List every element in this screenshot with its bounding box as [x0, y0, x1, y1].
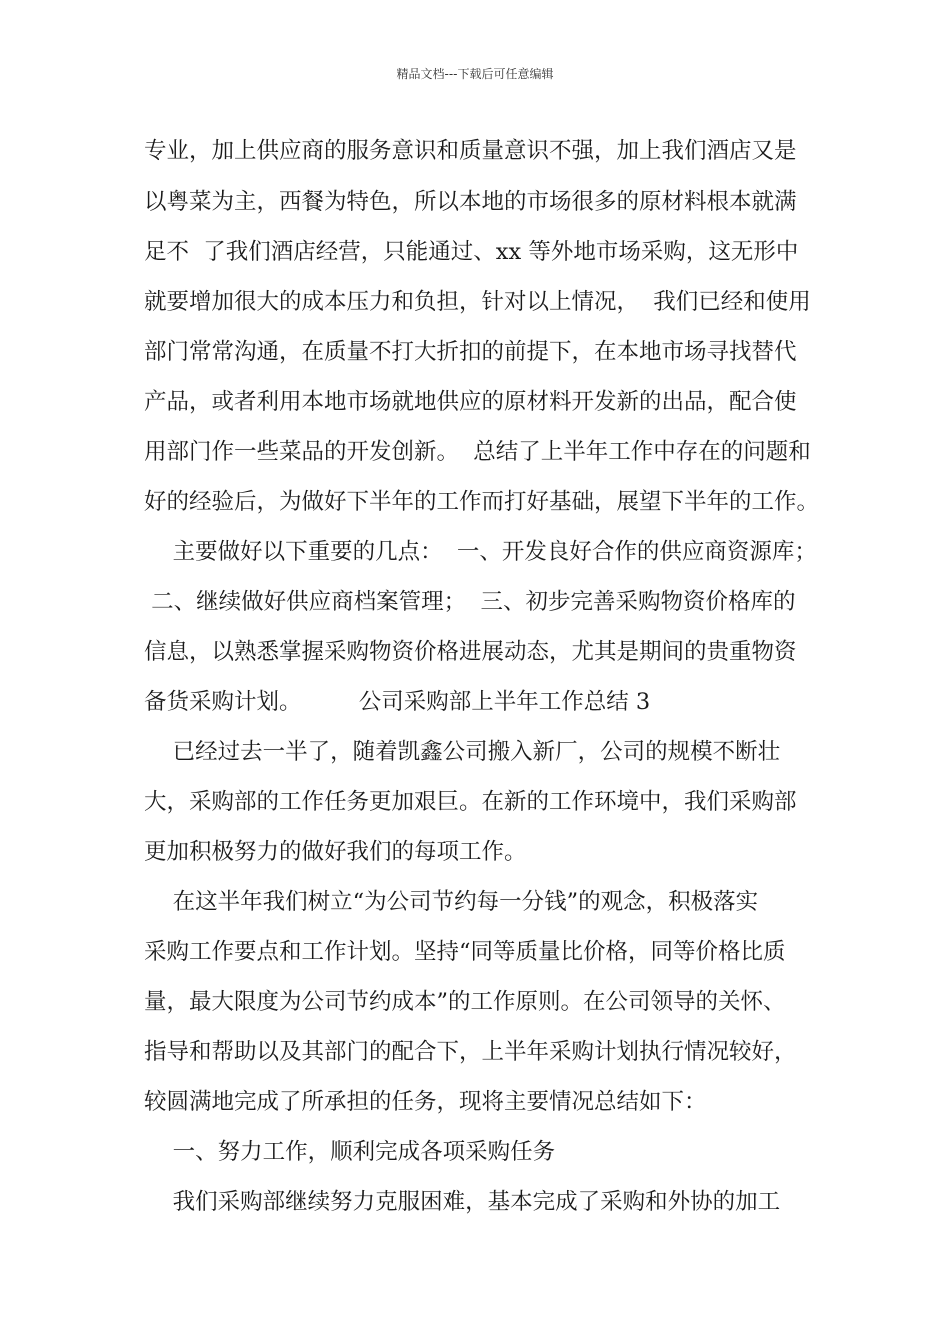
text-line-6: 产品，或者利用本地市场就地供应的原材料开发新的出品，配合使 [144, 389, 797, 415]
text-line-1: 专业，加上供应商的服务意识和质量意识不强，加上我们酒店又是 [144, 138, 797, 164]
text-line-13: 已经过去一半了，随着凯鑫公司搬入新厂，公司的规模不断壮 [144, 739, 781, 765]
text-line-21: 一、努力工作，顺利完成各项采购任务 [144, 1139, 556, 1165]
page-header: 精品文档---下载后可任意编辑 [396, 67, 554, 81]
text-line-16: 在这半年我们树立“为公司节约每一分钱”的观念，积极落实 [144, 889, 759, 915]
text-line-4: 就要增加很大的成本压力和负担，针对以上情况， 我们已经和使用 [144, 289, 811, 315]
text-line-14: 大，采购部的工作任务更加艰巨。在新的工作环境中，我们采购部 [144, 789, 797, 815]
text-line-3: 足不 了我们酒店经营，只能通过、xx 等外地市场采购，这无形中 [144, 239, 799, 265]
text-line-7: 用部门作一些菜品的开发创新。 总结了上半年工作中存在的问题和 [144, 439, 811, 465]
text-line-2: 以粤菜为主，西餐为特色，所以本地的市场很多的原材料根本就满 [144, 189, 797, 215]
text-line-12: 备货采购计划。 公司采购部上半年工作总结 3 [144, 689, 651, 715]
text-line-22: 我们采购部继续努力克服困难，基本完成了采购和外协的加工 [144, 1189, 781, 1215]
text-line-17: 采购工作要点和工作计划。坚持“同等质量比价格，同等价格比质 [144, 939, 786, 965]
text-line-5: 部门常常沟通，在质量不打大折扣的前提下，在本地市场寻找替代 [144, 339, 797, 365]
text-line-19: 指导和帮助以及其部门的配合下，上半年采购计划执行情况较好， [144, 1039, 797, 1065]
text-line-15: 更加积极努力的做好我们的每项工作。 [144, 839, 527, 865]
text-line-18: 量，最大限度为公司节约成本”的工作原则。在公司领导的关怀、 [144, 989, 786, 1015]
text-line-9: 主要做好以下重要的几点： 一、开发良好合作的供应商资源库； [144, 539, 817, 565]
text-line-20: 较圆满地完成了所承担的任务，现将主要情况总结如下： [144, 1089, 707, 1115]
text-line-10: 二、继续做好供应商档案管理； 三、初步完善采购物资价格库的 [144, 589, 796, 615]
text-line-8: 好的经验后，为做好下半年的工作而打好基础，展望下半年的工作。 [144, 489, 820, 515]
text-line-11: 信息，以熟悉掌握采购物资价格进展动态，尤其是期间的贵重物资 [144, 639, 797, 665]
